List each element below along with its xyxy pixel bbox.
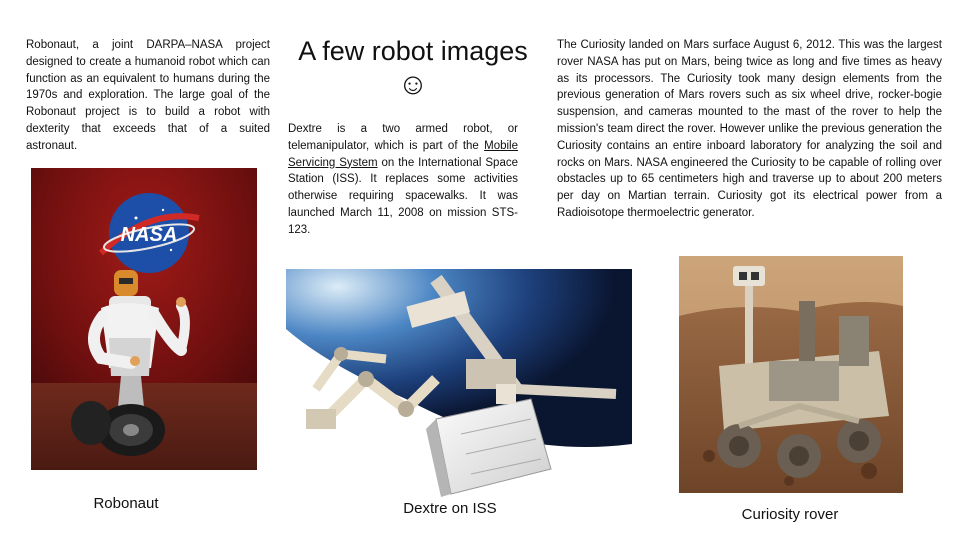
page-title: A few robot images bbox=[298, 36, 528, 66]
robonaut-photo bbox=[31, 168, 257, 470]
curiosity-description: The Curiosity landed on Mars surface August 6, 2012. This was the largest rover NASA has put on Mars, being twice as long and five times as heavy as its processors. The Curiosity took many design elements from the previous generation of Mars rovers such as six wheel drive, rocker-bogie suspension, and cameras mounted to the mast of the rover to help the mission's team direct the rover. However unlike the previous generation the Curiosity contains an entire inboard laboratory for analyzing the soil and rocks on Mars. NASA engineered the Curiosity to be capable of rolling over obstacles up to 65 centimeters high and traverse up to about 200 meters per day on Martian terrain. Curiosity got its electrical power from a Radioisotope thermoelectric generator. bbox=[557, 39, 942, 219]
curiosity-image bbox=[679, 256, 903, 493]
dextre-photo bbox=[286, 269, 632, 497]
robonaut-image bbox=[31, 168, 257, 470]
smiley-icon: ☺ bbox=[397, 68, 429, 101]
robonaut-caption: Robonaut bbox=[93, 495, 159, 512]
nasa-logo-text: NASA bbox=[120, 224, 178, 246]
dextre-text-start: Dextre is a two armed robot, or telemanipulator, which is part of the bbox=[288, 123, 518, 152]
dextre-text-end: on the International Space Station (ISS). It replaces some activities otherwise requiring spacewalks. It was launched March 11, 2008 on mission STS-123. bbox=[288, 156, 518, 236]
mobile-servicing-system-link[interactable]: Mobile Servicing System bbox=[288, 139, 518, 169]
curiosity-caption: Curiosity rover bbox=[741, 506, 839, 523]
dextre-image bbox=[286, 269, 632, 497]
dextre-caption: Dextre on ISS bbox=[403, 500, 497, 517]
curiosity-photo bbox=[679, 256, 903, 493]
dextre-description bbox=[288, 121, 518, 239]
robonaut-description: Robonaut, a joint DARPA–NASA project designed to create a humanoid robot which can function as an equivalent to humans during the 1970s and exploration. The large goal of the Robonaut project is to build a robot with dexterity that exceeds that of a suited astronaut. bbox=[26, 39, 270, 152]
